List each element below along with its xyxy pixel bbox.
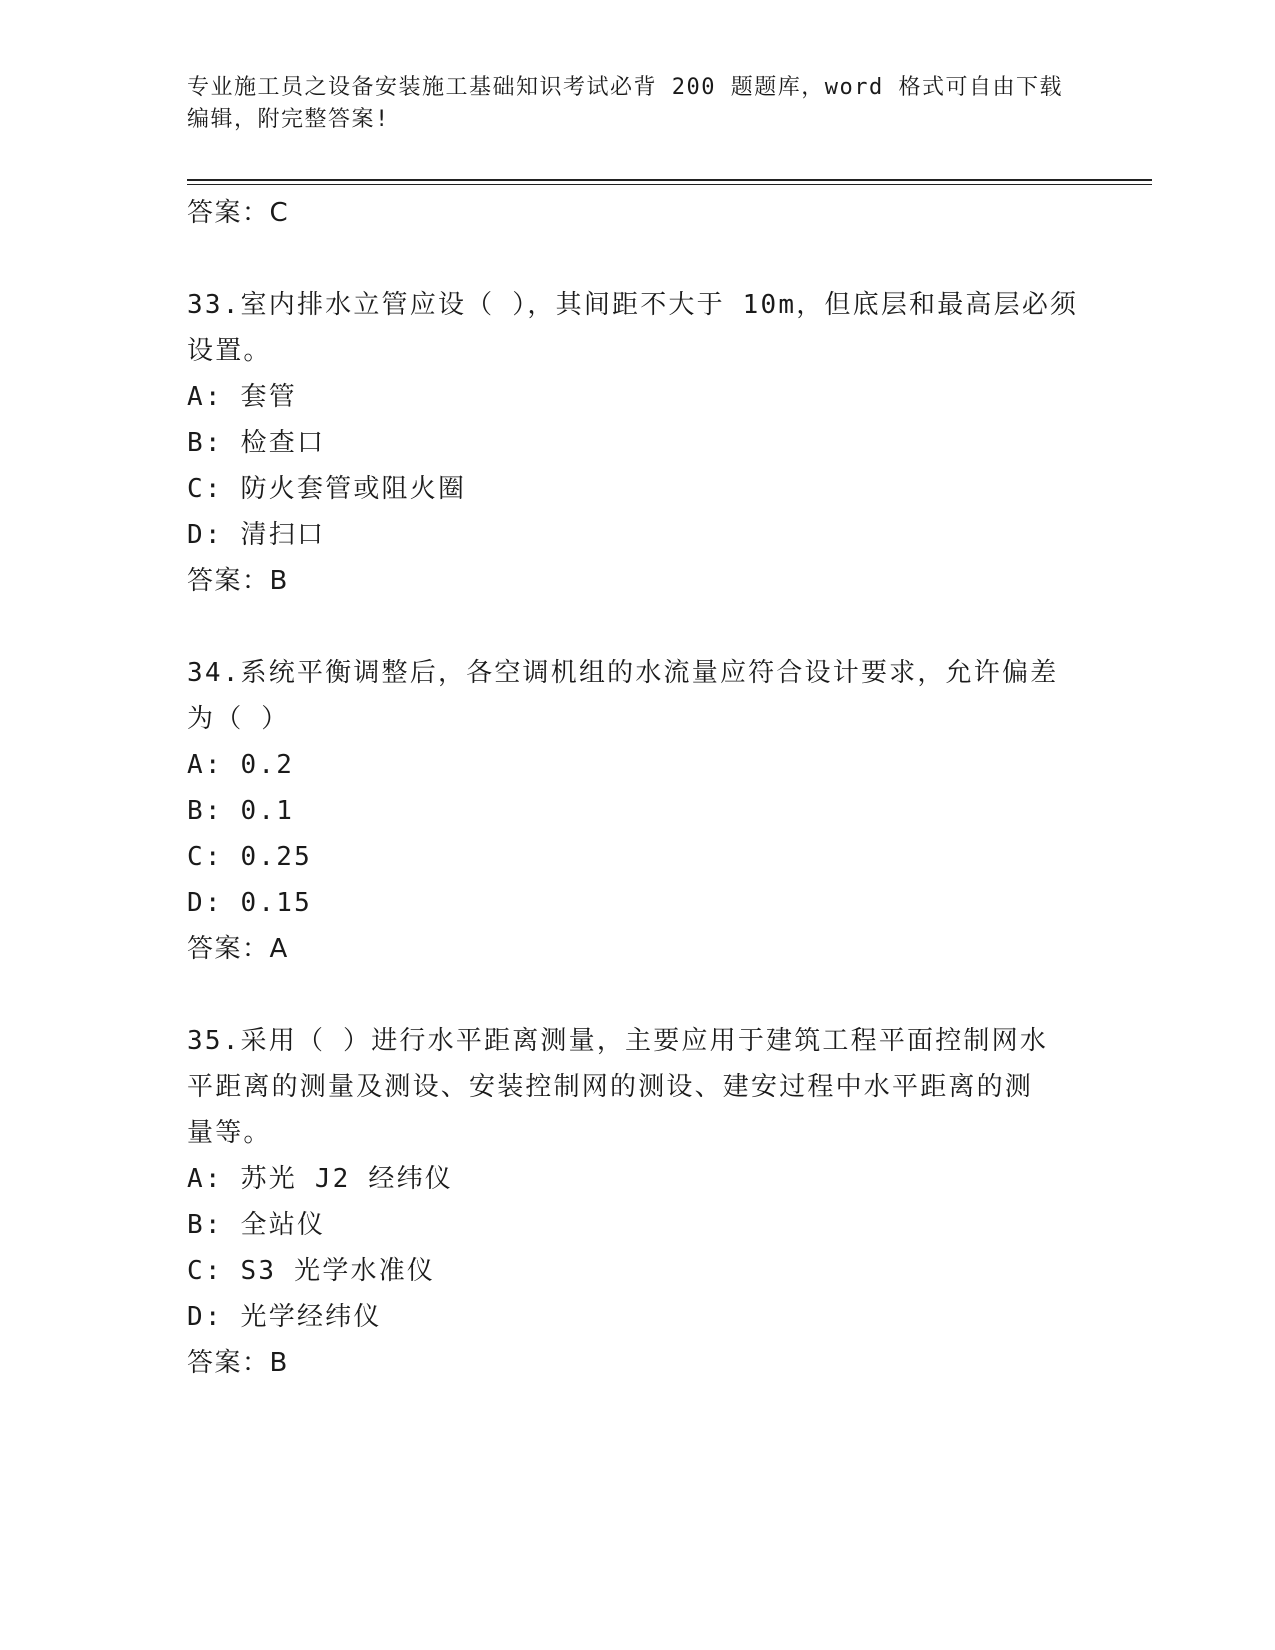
question-text-line: 平距离的测量及测设、安装控制网的测设、建安过程中水平距离的测: [187, 1072, 1034, 1102]
header-divider-thin: [187, 184, 1152, 185]
option-a: A: 套管: [187, 382, 297, 412]
option-c: C: 0.25: [187, 842, 312, 872]
question-34: [187, 650, 1087, 972]
previous-answer: 答案：C: [187, 198, 290, 228]
question-text-line: 量等。: [187, 1118, 272, 1148]
option-b: B: 全站仪: [187, 1210, 326, 1240]
question-text-line: 34.系统平衡调整后，各空调机组的水流量应符合设计要求，允许偏差: [187, 658, 1059, 688]
header-line-1: 专业施工员之设备安装施工基础知识考试必背 200 题题库，word 格式可自由下载: [187, 75, 1063, 100]
option-d: D: 清扫口: [187, 520, 326, 550]
option-c: C: S3 光学水准仪: [187, 1256, 436, 1286]
question-list: [187, 190, 1087, 1386]
option-c: C: 防火套管或阻火圈: [187, 474, 467, 504]
option-b: B: 0.1: [187, 796, 295, 826]
document-header: [187, 72, 1067, 136]
header-line-2: 编辑，附完整答案!: [187, 107, 390, 132]
option-d: D: 光学经纬仪: [187, 1302, 382, 1332]
header-divider: [187, 179, 1152, 181]
option-b: B: 检查口: [187, 428, 326, 458]
answer: 答案：A: [187, 934, 289, 964]
question-text-line: 33.室内排水立管应设（ ），其间距不大于 10m，但底层和最高层必须: [187, 290, 1079, 320]
question-text-line: 为（ ）: [187, 704, 290, 734]
option-a: A: 0.2: [187, 750, 295, 780]
option-a: A: 苏光 J2 经纬仪: [187, 1164, 453, 1194]
question-text-line: 35.采用（ ）进行水平距离测量，主要应用于建筑工程平面控制网水: [187, 1026, 1049, 1056]
answer: 答案：B: [187, 1348, 289, 1378]
question-33: [187, 282, 1087, 604]
option-d: D: 0.15: [187, 888, 312, 918]
question-35: [187, 1018, 1087, 1386]
answer: 答案：B: [187, 566, 289, 596]
question-text-line: 设置。: [187, 336, 272, 366]
